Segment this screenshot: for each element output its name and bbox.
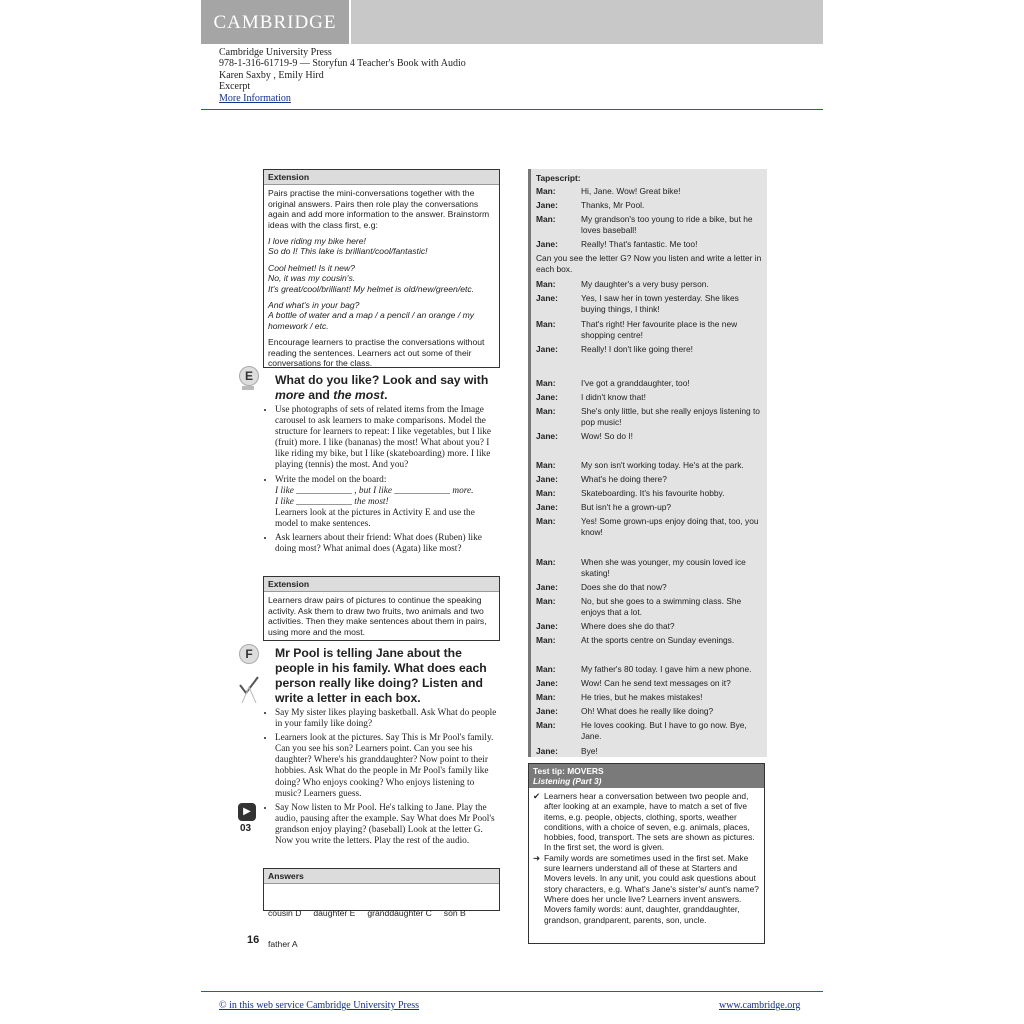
tapescript-title: Tapescript: <box>536 173 581 183</box>
list-text: Write the model on the board: <box>275 474 387 485</box>
title-text: . <box>384 388 388 402</box>
tapescript-line <box>536 621 762 632</box>
dialogue-text: No, but she goes to a swimming class. She enjoys that a lot. <box>581 596 742 617</box>
answers-line: father A <box>268 939 298 950</box>
dialogue-text: Oh! What does he really like doing? <box>581 706 714 716</box>
speaker-label: Jane: <box>536 746 558 756</box>
tapescript-panel <box>528 169 767 757</box>
list-text: Learners look at the pictures in Activity E and use the model to make sentences. <box>275 507 475 529</box>
speaker-label: Jane: <box>536 502 558 512</box>
speaker-label: Jane: <box>536 474 558 484</box>
tapescript-line <box>536 706 762 717</box>
dialogue-text: That's right! Her favourite place is the new shopping centre! <box>581 319 738 340</box>
isbn-title: 978-1-316-61719-9 — Storyfun 4 Teacher's Book with Audio <box>219 58 466 70</box>
speaker-label: Man: <box>536 378 556 388</box>
list-item: • Ask learners about their friend: What does (Ruben) like doing most? What animal does (Agata) like most? <box>275 533 498 555</box>
tapescript-line <box>536 460 762 471</box>
extension-paragraph: Learners draw pairs of pictures to continue the speaking activity. Ask them to draw two fruits, two animals and two activities. Then they make sentences about them in pairs, using more and the most. <box>268 595 487 637</box>
play-audio-icon[interactable]: ▶ <box>238 803 256 821</box>
page-number: 16 <box>247 934 260 946</box>
dialogue-text: Wow! Can he send text messages on it? <box>581 678 731 688</box>
tapescript-line <box>536 253 762 274</box>
dialogue-text: Skateboarding. It's his favourite hobby. <box>581 488 725 498</box>
tapescript-line <box>536 378 762 389</box>
footer-site <box>719 1000 800 1011</box>
tapescript-line <box>536 746 762 757</box>
tip-item <box>533 853 760 925</box>
extension-box-1 <box>263 169 500 368</box>
example-line: Cool helmet! Is it new? <box>268 262 355 273</box>
tapescript-line <box>536 596 762 617</box>
tapescript-line <box>536 474 762 485</box>
dialogue-text: Yes, I saw her in town yesterday. She likes buying things, I think! <box>581 293 739 314</box>
activity-e-bullets <box>263 405 498 558</box>
copyright-link[interactable]: © in this web service Cambridge University Press <box>219 1000 420 1011</box>
speaker-label: Man: <box>536 460 556 470</box>
footer-copyright <box>219 1000 419 1011</box>
dialogue-text: But isn't he a grown-up? <box>581 502 672 512</box>
dialogue-text: Really! That's fantastic. Me too! <box>581 239 698 249</box>
more-information-link[interactable]: More Information <box>219 92 291 104</box>
tapescript-line <box>536 516 762 537</box>
dialogue-text: My grandson's too young to ride a bike, but he loves baseball! <box>581 214 753 235</box>
test-tip-title: Test tip: MOVERS <box>533 766 604 776</box>
answers-line: cousin D daughter E granddaughter C son B <box>268 908 466 919</box>
example-line: It's great/cool/brilliant! My helmet is old/new/green/etc. <box>268 283 475 294</box>
activity-e-title <box>275 373 500 403</box>
tapescript-line <box>536 664 762 675</box>
tip-item <box>533 791 760 853</box>
list-item: • Say Now listen to Mr Pool. He's talking to Jane. Play the audio, pausing after the example. Say What does Mr Pool's grandson enjoy playing? (baseball) Look at the letter G. Now you write the letters. Play the rest of the audio. <box>275 803 498 847</box>
list-item: • Use photographs of sets of related items from the Image carousel to ask learners to make comparisons. Model the structure for learners to repeat: I like vegetables, but I like (fruit) more. I like (bananas) the most! What about you? I like riding my bike, but I like (skateboarding) more. I like playing (tennis) the most. And you? <box>275 405 498 472</box>
tapescript-line <box>536 186 762 197</box>
footer-divider <box>201 991 823 992</box>
tapescript-line <box>536 214 762 235</box>
dialogue-text: Hi, Jane. Wow! Great bike! <box>581 186 681 196</box>
speaker-label: Jane: <box>536 392 558 402</box>
speaker-label: Jane: <box>536 582 558 592</box>
dialogue-text: My father's 80 today. I gave him a new phone. <box>581 664 752 674</box>
dialogue-text: Bye! <box>581 746 598 756</box>
speaker-label: Man: <box>536 720 556 730</box>
arrow-icon: ➜ <box>533 852 541 863</box>
speaker-label: Jane: <box>536 239 558 249</box>
title-text: the most <box>333 388 385 402</box>
test-tip-subtitle: Listening (Part 3) <box>533 776 602 786</box>
dialogue-text: She's only little, but she really enjoys listening to pop music! <box>581 406 760 427</box>
speaker-label: Man: <box>536 214 556 224</box>
speaker-label: Man: <box>536 516 556 526</box>
dialogue-text: Can you see the letter G? Now you listen and write a letter in each box. <box>536 253 762 274</box>
list-item <box>275 475 498 530</box>
website-link[interactable]: www.cambridge.org <box>719 1000 801 1011</box>
tapescript-line <box>536 635 762 646</box>
activity-f-title: Mr Pool is telling Jane about the people in his family. What does each person really like doing? Listen and write a letter in each box. <box>275 646 487 705</box>
tapescript-line <box>536 692 762 703</box>
tapescript-line <box>536 557 762 578</box>
tapescript-line <box>536 200 762 211</box>
answers-box <box>263 868 500 950</box>
dialogue-text: I didn't know that! <box>581 392 646 402</box>
test-tip-header <box>529 764 764 788</box>
header-banner <box>201 0 823 44</box>
extension-paragraph: Encourage learners to practise the conversations without reading the sentences. Learners act out some of their conversations for the class. <box>268 337 485 369</box>
list-item: • Say My sister likes playing basketball. Ask What do people in your family like doing? <box>275 708 498 730</box>
speaker-label: Jane: <box>536 706 558 716</box>
title-text: more <box>275 388 305 402</box>
dialogue-text: Where does she do that? <box>581 621 675 631</box>
tapescript-line <box>536 406 762 427</box>
tapescript-line <box>536 488 762 499</box>
dialogue-text: I've got a granddaughter, too! <box>581 378 690 388</box>
excerpt-label: Excerpt <box>219 81 251 93</box>
tapescript-line <box>536 239 762 250</box>
example-line: So do I! This lake is brilliant/cool/fantastic! <box>268 246 428 257</box>
dialogue-text: My son isn't working today. He's at the park. <box>581 460 744 470</box>
speaker-label: Man: <box>536 692 556 702</box>
title-text: and <box>304 388 334 402</box>
extension-paragraph: Pairs practise the mini-conversations together with the original answers. Pairs then role play the conversations again and add more information to the answer. Brainstorm ideas with the class first, e.g: <box>268 188 490 230</box>
header-divider <box>201 109 823 110</box>
tapescript-line <box>536 431 762 442</box>
tapescript-line <box>536 392 762 403</box>
dialogue-text: What's he doing there? <box>581 474 667 484</box>
speaker-label: Man: <box>536 635 556 645</box>
answers-title: Answers <box>264 869 499 884</box>
speaker-label: Jane: <box>536 431 558 441</box>
publisher: Cambridge University Press <box>219 47 332 58</box>
example-line: And what's in your bag? <box>268 300 360 311</box>
book-metadata <box>219 47 466 104</box>
speaker-label: Jane: <box>536 344 558 354</box>
extension-title: Extension <box>264 577 499 592</box>
tapescript-line <box>536 720 762 741</box>
dialogue-text: Really! I don't like going there! <box>581 344 693 354</box>
speaker-label: Man: <box>536 488 556 498</box>
audio-track-number: 03 <box>240 823 252 834</box>
speaker-label: Jane: <box>536 200 558 210</box>
dialogue-text: Wow! So do I! <box>581 431 633 441</box>
speaker-label: Man: <box>536 557 556 567</box>
tapescript-line <box>536 279 762 290</box>
speaker-label: Jane: <box>536 678 558 688</box>
list-text: I like ____________ , but I like ____________ more. <box>275 485 474 496</box>
activity-f-badge: F <box>239 644 259 664</box>
tapescript-line <box>536 319 762 340</box>
tapescript-line <box>536 582 762 593</box>
tick-icon: ✔ <box>533 791 541 801</box>
tapescript-line <box>536 344 762 355</box>
tapescript-line <box>536 678 762 689</box>
dialogue-text: He tries, but he makes mistakes! <box>581 692 703 702</box>
example-line: A bottle of water and a map / a pencil / an orange / my homework / etc. <box>268 310 475 331</box>
example-line: No, it was my cousin's. <box>268 273 356 284</box>
speaker-label: Jane: <box>536 621 558 631</box>
example-line: I love riding my bike here! <box>268 236 366 247</box>
speaker-label: Man: <box>536 664 556 674</box>
bulb-base-icon <box>242 386 254 390</box>
authors: Karen Saxby , Emily Hird <box>219 69 324 81</box>
speaker-label: Man: <box>536 186 556 196</box>
dialogue-text: He loves cooking. But I have to go now. Bye, Jane. <box>581 720 747 741</box>
extension-box-2 <box>263 576 500 641</box>
title-text: What do you like? Look and say with <box>275 373 489 387</box>
tip-text: Learners hear a conversation between two people and, after looking at an example, have to match a set of five items, e.g. people, objects, clothing, sports, weather conditions, with a choice of seven, e.g. animals, places, hobbies, food, transport. The sets are shown as pictures. In the first set, the word is given. <box>544 791 755 853</box>
activity-f-bullets <box>263 708 498 850</box>
speaker-label: Jane: <box>536 293 558 303</box>
dialogue-text: Does she do that now? <box>581 582 667 592</box>
list-item: • Learners look at the pictures. Say This is Mr Pool's family. Can you see his son? Learners point. Can you see his daughter? Where's his granddaughter? Now point to their hobbies. Ask What do the people in Mr Pool's family like doing? Who enjoys cooking? Who enjoys listening to music? Learners guess. <box>275 733 498 800</box>
tip-text: Family words are sometimes used in the first set. Make sure learners understand all of these at Starters and Movers levels. In any unit, you could ask questions about story characters, e.g. What's Jane's sister's/ aunt's name? Where does her uncle live? Learners invent answers. Movers family words: aunt, daughter, granddaughter, grandson, grandparent, parents, son, uncle. <box>544 852 759 925</box>
speaker-label: Man: <box>536 406 556 416</box>
dialogue-text: When she was younger, my cousin loved ice skating! <box>581 557 746 578</box>
tapescript-line <box>536 502 762 513</box>
extension-title: Extension <box>264 170 499 185</box>
cambridge-logo: CAMBRIDGE <box>201 0 351 44</box>
speaker-label: Man: <box>536 279 556 289</box>
dialogue-text: My daughter's a very busy person. <box>581 279 709 289</box>
dialogue-text: Yes! Some grown-ups enjoy doing that, too, you know! <box>581 516 759 537</box>
test-tip-box <box>528 763 765 944</box>
dialogue-text: At the sports centre on Sunday evenings. <box>581 635 735 645</box>
list-text: I like ____________ the most! <box>275 496 389 507</box>
dialogue-text: Thanks, Mr Pool. <box>581 200 645 210</box>
pencil-tick-icon <box>236 665 262 705</box>
speaker-label: Man: <box>536 319 556 329</box>
tapescript-line <box>536 293 762 314</box>
activity-e-badge: E <box>239 366 259 386</box>
speaker-label: Man: <box>536 596 556 606</box>
